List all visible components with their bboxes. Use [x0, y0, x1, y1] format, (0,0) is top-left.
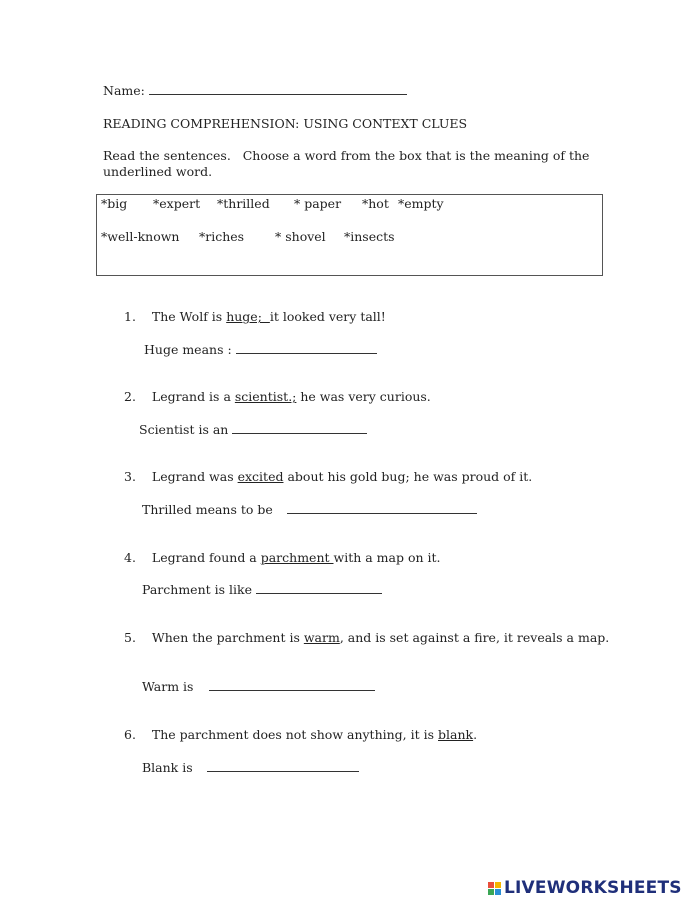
answer-prompt: Parchment is like [142, 582, 252, 597]
question-text-after: , and is set against a fire, it reveals a map. [339, 630, 610, 645]
answer-line-4 [142, 582, 382, 597]
question-number: 4. [124, 550, 136, 565]
word-option: *big [101, 196, 128, 211]
question-text-before: The parchment does not show anything, it is [151, 727, 439, 742]
answer-prompt: Scientist is an [139, 422, 229, 437]
underlined-word: huge; [226, 309, 270, 324]
word-option: *insects [344, 229, 395, 244]
answer-blank[interactable] [209, 680, 375, 691]
question-text-before: When the parchment is [151, 630, 304, 645]
question-text-after: . [473, 727, 478, 742]
logo-text: LIVEWORKSHEETS [504, 878, 682, 898]
question-text-before: The Wolf is [151, 309, 227, 324]
answer-blank[interactable] [236, 343, 377, 354]
answer-prompt: Thrilled means to be [142, 502, 273, 517]
question-number: 6. [124, 727, 136, 742]
underlined-word: scientist.; [234, 389, 297, 404]
question-text-after: with a map on it. [333, 550, 441, 565]
liveworksheets-logo [488, 877, 682, 899]
instruction-line-2: underlined word. [103, 164, 213, 179]
word-option: *riches [199, 229, 245, 244]
answer-prompt: Huge means : [144, 342, 232, 357]
word-option: * shovel [275, 229, 326, 244]
answer-blank[interactable] [232, 423, 367, 434]
name-label: Name: [103, 83, 145, 98]
question-6 [124, 727, 477, 742]
word-option: *expert [153, 196, 201, 211]
answer-line-5 [142, 679, 375, 694]
question-text-after: about his gold bug; he was proud of it. [283, 469, 533, 484]
answer-blank[interactable] [256, 583, 382, 594]
question-4 [124, 550, 441, 565]
question-number: 3. [124, 469, 136, 484]
question-text-before: Legrand found a [151, 550, 261, 565]
question-text-after: it looked very tall! [269, 309, 386, 324]
answer-prompt: Blank is [142, 760, 193, 775]
answer-line-2 [139, 422, 367, 437]
question-text-before: Legrand was [151, 469, 238, 484]
word-option: *hot [362, 196, 389, 211]
answer-line-3 [142, 502, 477, 517]
answer-line-6 [142, 760, 359, 775]
question-1 [124, 309, 386, 324]
worksheet-title: READING COMPREHENSION: USING CONTEXT CLUES [103, 116, 468, 131]
underlined-word: excited [237, 469, 284, 484]
question-5 [124, 630, 609, 645]
word-option: *empty [398, 196, 444, 211]
question-number: 5. [124, 630, 136, 645]
word-option: *thrilled [217, 196, 270, 211]
question-text-before: Legrand is a [151, 389, 235, 404]
underlined-word: parchment [260, 550, 334, 565]
liveworksheets-logo-icon [488, 882, 501, 895]
answer-prompt: Warm is [142, 679, 194, 694]
question-2 [124, 389, 431, 404]
word-option: * paper [294, 196, 342, 211]
underlined-word: blank [438, 727, 474, 742]
name-blank[interactable] [149, 84, 407, 95]
question-3 [124, 469, 532, 484]
word-option: *well-known [101, 229, 180, 244]
answer-blank[interactable] [207, 761, 359, 772]
question-number: 2. [124, 389, 136, 404]
answer-blank[interactable] [287, 503, 477, 514]
answer-line-1 [144, 342, 377, 357]
name-line [103, 83, 407, 98]
question-text-after: he was very curious. [296, 389, 431, 404]
question-number: 1. [124, 309, 136, 324]
instruction-line-1: Read the sentences. Choose a word from the box that is the meaning of the [103, 148, 590, 163]
underlined-word: warm [303, 630, 340, 645]
